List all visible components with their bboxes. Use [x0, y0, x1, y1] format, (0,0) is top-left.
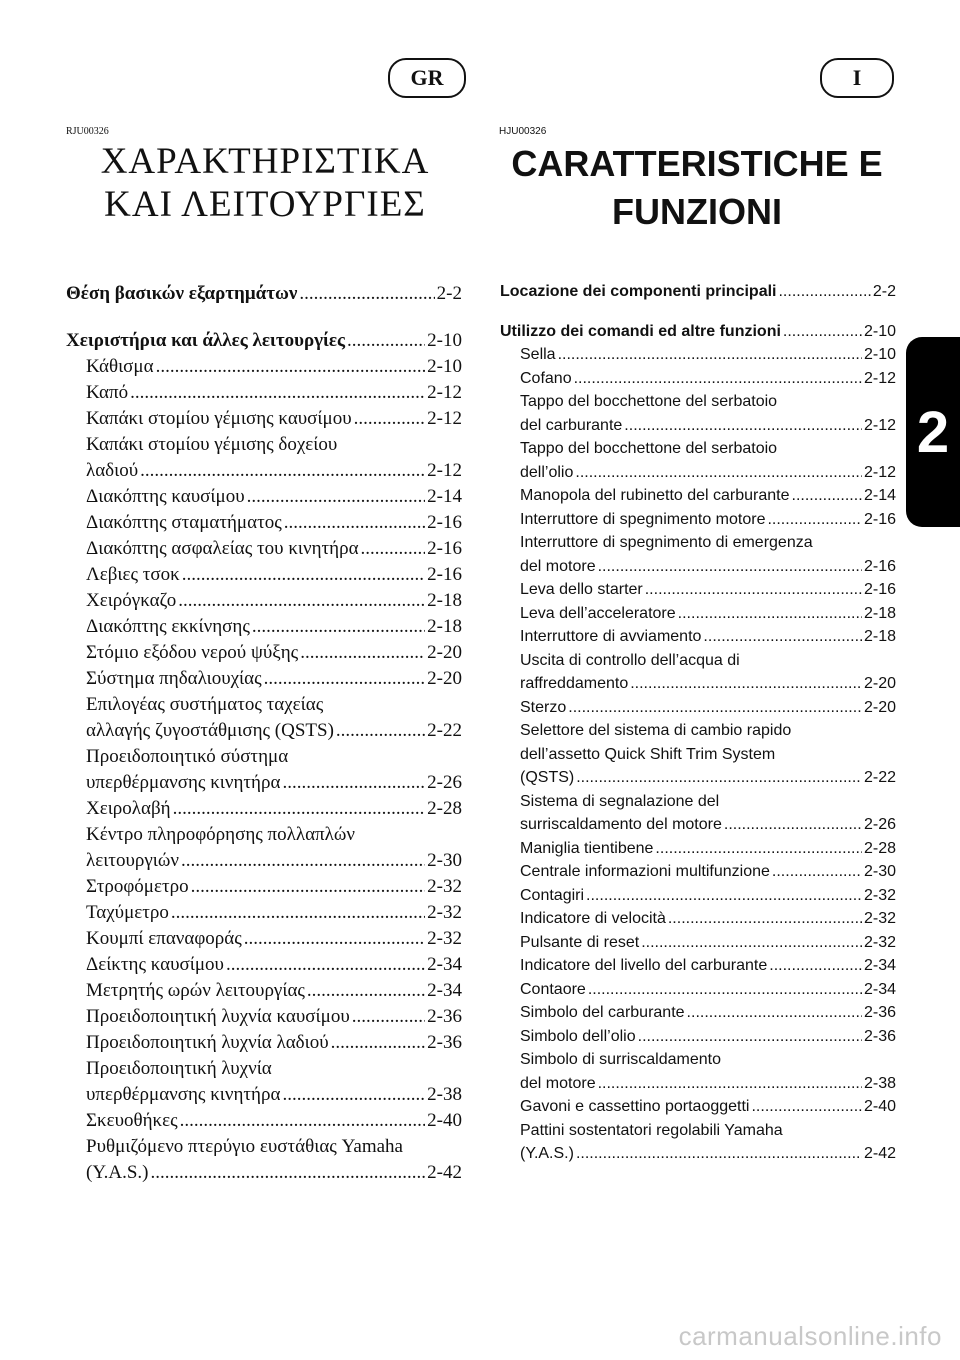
toc-leader-dots — [767, 511, 862, 529]
toc-entry-title: Χειριστήρια και άλλες λειτουργίες — [66, 330, 346, 351]
toc-entry-page: 2-42 — [427, 1162, 462, 1183]
toc-entry-title: Επιλογέας συστήματος ταχείας — [86, 694, 324, 715]
toc-entry-title: Gavoni e cassettino portaoggetti — [520, 1098, 750, 1115]
toc-entry-page: 2-28 — [427, 798, 462, 819]
toc-leader-dots — [300, 642, 425, 664]
toc-leader-dots — [641, 934, 862, 952]
toc-entry-page: 2-16 — [863, 581, 896, 598]
toc-entry-title: Leva dello starter — [520, 581, 643, 598]
toc-entry-page: 2-34 — [863, 980, 896, 998]
toc-entry-title: λαδιού — [86, 460, 139, 481]
toc-leader-dots — [191, 876, 426, 898]
toc-entry-title: Interruttore di avviamento — [520, 628, 702, 645]
toc-leader-dots — [284, 512, 425, 534]
toc-entry — [66, 772, 462, 798]
toc-entry — [500, 581, 896, 605]
toc-entry-page: 2-12 — [863, 463, 896, 481]
toc-entry-title: Στόμιο εξόδου νερού ψύξης — [86, 642, 299, 663]
toc-leader-dots — [751, 1098, 861, 1116]
toc-entry — [500, 887, 896, 911]
chapter-tab: 2 — [906, 337, 960, 527]
toc-entry — [500, 605, 896, 629]
toc-entry — [66, 330, 462, 356]
toc-leader-dots — [576, 769, 862, 787]
toc-leader-dots — [778, 283, 870, 301]
toc-entry — [500, 840, 896, 864]
toc-entry — [66, 1136, 462, 1162]
toc-entry — [66, 1058, 462, 1084]
toc-entry — [500, 346, 896, 370]
toc-entry-title: Sistema di segnalazione del — [520, 792, 720, 810]
toc-entry-page: 2-38 — [427, 1084, 462, 1105]
toc-entry — [500, 417, 896, 441]
toc-entry — [66, 954, 462, 980]
toc-entry-title: αλλαγής ζυγοστάθμισης (QSTS) — [86, 720, 334, 741]
toc-entry-title: Sella — [520, 346, 556, 363]
toc-entry-page: 2-2 — [436, 283, 462, 304]
toc-leader-dots — [252, 616, 425, 638]
toc-entry — [500, 769, 896, 793]
toc-entry — [500, 722, 896, 746]
toc-entry — [500, 1028, 896, 1052]
toc-entry — [500, 652, 896, 676]
toc-entry — [66, 902, 462, 928]
toc-entry-page: 2-32 — [427, 928, 462, 949]
toc-entry-title: Sterzo — [520, 698, 567, 716]
toc-leader-dots — [282, 1084, 425, 1106]
toc-entry — [66, 980, 462, 1006]
toc-entry-title: Tappo del bocchettone del serbatoio — [520, 440, 778, 457]
toc-entry-page: 2-32 — [427, 876, 462, 897]
toc-entry — [500, 746, 896, 770]
toc-entry-title: Προειδοποιητική λυχνία λαδιού — [86, 1032, 329, 1053]
toc-entry-title: Maniglia tientibene — [520, 839, 654, 857]
toc-entry-page: 2-36 — [427, 1032, 462, 1053]
toc-entry-title: Contaore — [520, 980, 586, 998]
toc-leader-dots — [558, 346, 862, 364]
toc-leader-dots — [180, 1110, 426, 1132]
toc-entry-page: 2-36 — [863, 1004, 896, 1021]
toc-entry-title: Καπάκι στομίου γέμισης καυσίμου — [86, 408, 352, 429]
chapter-title-gr-line1: ΧΑΡΑΚΤΗΡΙΣΤΙΚΑ — [100, 141, 430, 182]
toc-entry-title: Δείκτης καυσίμου — [86, 954, 224, 975]
language-badge-gr: GR — [388, 58, 466, 98]
toc-entry-title: del carburante — [520, 416, 623, 434]
toc-entry-title: Cofano — [520, 369, 572, 387]
toc-entry-page: 2-12 — [863, 369, 896, 387]
toc-entry — [66, 850, 462, 876]
toc-entry-title: surriscaldamento del motore — [520, 816, 722, 833]
toc-entry-title: Manopola del rubinetto del carburante — [520, 487, 790, 504]
toc-entry-page: 2-36 — [863, 1027, 896, 1045]
toc-entry-title: λειτουργιών — [86, 850, 179, 871]
toc-entry-title: Προειδοποιητική λυχνία — [86, 1058, 272, 1079]
toc-entry — [66, 876, 462, 902]
toc-entry-page: 2-32 — [863, 910, 896, 927]
toc-entry-page: 2-26 — [427, 772, 462, 793]
toc-entry — [66, 1110, 462, 1136]
toc-entry — [500, 1122, 896, 1146]
toc-leader-dots — [568, 699, 862, 717]
toc-entry — [500, 464, 896, 488]
toc-leader-dots — [299, 283, 434, 305]
toc-entry-page: 2-16 — [427, 564, 462, 585]
toc-entry-page: 2-2 — [872, 283, 896, 300]
toc-entry-page: 2-26 — [863, 816, 896, 833]
toc-entry-title: Simbolo dell’olio — [520, 1027, 636, 1045]
toc-entry-page: 2-20 — [863, 675, 896, 692]
table-of-contents-it — [500, 283, 896, 1169]
toc-entry — [500, 1004, 896, 1028]
toc-entry — [66, 798, 462, 824]
toc-entry-title: (QSTS) — [520, 769, 575, 786]
toc-entry — [66, 590, 462, 616]
toc-entry — [500, 323, 896, 347]
toc-entry-page: 2-14 — [427, 486, 462, 507]
toc-leader-dots — [347, 330, 425, 352]
toc-entry-title: Pulsante di reset — [520, 933, 640, 951]
toc-entry-page: 2-22 — [427, 720, 462, 741]
toc-entry-title: Simbolo del carburante — [520, 1004, 685, 1021]
toc-leader-dots — [336, 720, 425, 742]
toc-entry-page: 2-32 — [863, 933, 896, 951]
toc-leader-dots — [687, 1004, 862, 1022]
toc-leader-dots — [668, 910, 862, 928]
toc-entry-page: 2-18 — [427, 590, 462, 611]
toc-entry-title: Interruttore di spegnimento motore — [520, 510, 766, 528]
toc-entry-page: 2-20 — [427, 642, 462, 663]
toc-entry — [66, 512, 462, 538]
toc-entry — [66, 1162, 462, 1188]
toc-entry-title: Διακόπτης εκκίνησης — [86, 616, 250, 637]
toc-entry-page: 2-14 — [863, 487, 896, 504]
toc-entry — [66, 538, 462, 564]
toc-entry-page: 2-36 — [427, 1006, 462, 1027]
toc-entry-title: dell’assetto Quick Shift Trim System — [520, 745, 776, 763]
toc-leader-dots — [307, 980, 425, 1002]
toc-entry — [500, 793, 896, 817]
toc-entry-title: Ταχύμετρο — [86, 902, 169, 923]
toc-entry — [500, 558, 896, 582]
toc-entry-page: 2-34 — [863, 957, 896, 974]
toc-entry-title: Κάθισμα — [86, 356, 154, 377]
toc-leader-dots — [352, 1006, 425, 1028]
toc-entry — [66, 1084, 462, 1110]
toc-entry-title: Tappo del bocchettone del serbatoio — [520, 393, 778, 410]
toc-leader-dots — [724, 816, 862, 834]
toc-entry-page: 2-18 — [863, 628, 896, 645]
toc-leader-dots — [182, 564, 425, 586]
toc-leader-dots — [769, 957, 862, 975]
toc-entry-page: 2-16 — [427, 538, 462, 559]
toc-entry — [66, 720, 462, 746]
toc-entry-title: Στροφόμετρο — [86, 876, 189, 897]
toc-entry — [66, 1006, 462, 1032]
toc-entry-title: Ρυθμιζόμενο πτερύγιο ευστάθιας Yamaha — [86, 1136, 403, 1157]
toc-entry — [500, 981, 896, 1005]
toc-leader-dots — [171, 902, 425, 924]
toc-entry — [66, 283, 462, 309]
toc-entry — [500, 957, 896, 981]
section-code-it: HJU00326 — [499, 126, 547, 137]
toc-entry — [66, 1032, 462, 1058]
toc-entry — [500, 511, 896, 535]
toc-leader-dots — [354, 408, 426, 430]
toc-entry-title: Καπό — [86, 382, 129, 403]
toc-entry-page: 2-12 — [427, 408, 462, 429]
toc-entry-page: 2-38 — [863, 1074, 896, 1092]
toc-entry — [500, 1075, 896, 1099]
toc-leader-dots — [655, 840, 862, 858]
chapter-title-it-line2: FUNZIONI — [612, 191, 782, 232]
toc-entry — [500, 699, 896, 723]
toc-entry — [66, 668, 462, 694]
toc-entry-title: Κέντρο πληροφόρησης πολλαπλών — [86, 824, 355, 845]
toc-leader-dots — [703, 628, 862, 646]
toc-leader-dots — [772, 863, 862, 881]
toc-entry-page: 2-20 — [863, 698, 896, 716]
toc-leader-dots — [598, 558, 862, 576]
toc-entry-title: Διακόπτης καυσίμου — [86, 486, 245, 507]
toc-entry-title: Διακόπτης σταματήματος — [86, 512, 282, 533]
toc-entry-title: Selettore del sistema di cambio rapido — [520, 722, 792, 739]
language-badge-it: I — [820, 58, 894, 98]
toc-entry-page: 2-22 — [863, 769, 896, 786]
toc-leader-dots — [575, 464, 862, 482]
toc-entry — [500, 440, 896, 464]
toc-leader-dots — [586, 887, 862, 905]
toc-leader-dots — [792, 487, 862, 505]
toc-entry — [66, 486, 462, 512]
toc-leader-dots — [226, 954, 425, 976]
toc-entry — [66, 408, 462, 434]
watermark: carmanualsonline.info — [678, 1321, 942, 1351]
toc-leader-dots — [638, 1028, 862, 1046]
toc-entry-title: Indicatore di velocità — [520, 910, 666, 927]
toc-leader-dots — [645, 581, 862, 599]
toc-entry — [500, 393, 896, 417]
toc-leader-dots — [181, 850, 425, 872]
toc-leader-dots — [173, 798, 426, 820]
toc-leader-dots — [588, 981, 862, 999]
toc-entry-title: Σύστημα πηδαλιουχίας — [86, 668, 262, 689]
toc-entry-page: 2-16 — [863, 557, 896, 575]
toc-entry — [66, 460, 462, 486]
toc-entry-title: Centrale informazioni multifunzione — [520, 863, 770, 880]
toc-entry-page: 2-30 — [863, 863, 896, 880]
toc-entry — [500, 863, 896, 887]
toc-entry — [500, 628, 896, 652]
toc-entry-page: 2-34 — [427, 980, 462, 1001]
toc-entry-title: Κουμπί επαναφοράς — [86, 928, 242, 949]
toc-entry — [66, 694, 462, 720]
toc-entry-title: Χειρολαβή — [86, 798, 171, 819]
toc-entry-page: 2-32 — [863, 886, 896, 904]
toc-entry — [500, 1098, 896, 1122]
toc-entry-page: 2-10 — [427, 330, 462, 351]
toc-entry-page: 2-16 — [427, 512, 462, 533]
toc-entry-title: Simbolo di surriscaldamento — [520, 1051, 721, 1068]
toc-leader-dots — [150, 1162, 425, 1184]
toc-entry-page: 2-16 — [863, 510, 896, 528]
toc-entry-title: Locazione dei componenti principali — [500, 283, 777, 300]
toc-entry-page: 2-10 — [863, 346, 896, 363]
toc-entry-title: Leva dell’acceleratore — [520, 604, 676, 622]
toc-entry-page: 2-28 — [863, 839, 896, 857]
toc-entry-page: 2-10 — [863, 322, 896, 340]
toc-entry — [500, 816, 896, 840]
toc-entry-title: υπερθέρμανσης κινητήρα — [86, 772, 281, 793]
toc-entry-page: 2-34 — [427, 954, 462, 975]
toc-entry — [500, 370, 896, 394]
toc-entry-title: Contagiri — [520, 886, 585, 904]
toc-entry — [66, 356, 462, 382]
toc-entry-page: 2-12 — [427, 460, 462, 481]
toc-leader-dots — [130, 382, 425, 404]
toc-leader-dots — [282, 772, 425, 794]
toc-leader-dots — [783, 323, 862, 341]
toc-entry — [66, 382, 462, 408]
toc-leader-dots — [178, 590, 425, 612]
toc-entry-title: Indicatore del livello del carburante — [520, 957, 768, 974]
toc-leader-dots — [624, 417, 862, 435]
toc-entry-title: dell’olio — [520, 463, 574, 481]
toc-entry-title: (Y.A.S.) — [86, 1162, 149, 1183]
toc-entry-title: Σκευοθήκες — [86, 1110, 178, 1131]
toc-entry — [66, 642, 462, 668]
toc-leader-dots — [140, 460, 425, 482]
toc-entry-page: 2-40 — [863, 1098, 896, 1115]
toc-entry-title: Διακόπτης ασφαλείας του κινητήρα — [86, 538, 359, 559]
section-code-gr: RJU00326 — [66, 126, 109, 137]
toc-leader-dots — [630, 675, 862, 693]
toc-leader-dots — [576, 1145, 862, 1163]
toc-entry-title: Pattini sostentatori regolabili Yamaha — [520, 1121, 783, 1139]
toc-leader-dots — [678, 605, 862, 623]
toc-entry — [66, 564, 462, 590]
toc-leader-dots — [361, 538, 426, 560]
toc-entry-page: 2-10 — [427, 356, 462, 377]
toc-entry-title: Λεβιες τσοκ — [86, 564, 180, 585]
toc-entry — [500, 934, 896, 958]
toc-entry-title: Καπάκι στομίου γέμισης δοχείου — [86, 434, 338, 455]
toc-entry-title: υπερθέρμανσης κινητήρα — [86, 1084, 281, 1105]
chapter-title-gr — [60, 140, 470, 226]
toc-entry — [500, 283, 896, 307]
toc-entry — [66, 434, 462, 460]
toc-entry-title: Utilizzo dei comandi ed altre funzioni — [500, 322, 781, 340]
toc-entry-page: 2-18 — [427, 616, 462, 637]
toc-entry — [66, 824, 462, 850]
chapter-title-it-line1: CARATTERISTICHE E — [511, 143, 883, 184]
toc-entry-page: 2-18 — [863, 604, 896, 622]
toc-entry-page: 2-30 — [427, 850, 462, 871]
toc-leader-dots — [247, 486, 426, 508]
toc-entry — [500, 487, 896, 511]
toc-entry — [500, 910, 896, 934]
toc-entry — [500, 534, 896, 558]
toc-leader-dots — [264, 668, 426, 690]
toc-entry-title: Interruttore di spegnimento di emergenza — [520, 534, 813, 551]
toc-entry — [66, 928, 462, 954]
toc-entry-title: raffreddamento — [520, 675, 629, 692]
toc-entry-title: (Y.A.S.) — [520, 1145, 574, 1162]
chapter-title-gr-line2: ΚΑΙ ΛΕΙΤΟΥΡΓΙΕΣ — [104, 184, 426, 225]
toc-entry-title: Μετρητής ωρών λειτουργίας — [86, 980, 305, 1001]
toc-entry-title: Προειδοποιητική λυχνία καυσίμου — [86, 1006, 350, 1027]
toc-entry-title: del motore — [520, 557, 596, 575]
toc-entry-page: 2-40 — [427, 1110, 462, 1131]
toc-leader-dots — [574, 370, 862, 388]
toc-entry-title: Θέση βασικών εξαρτημάτων — [66, 283, 298, 304]
toc-entry — [500, 675, 896, 699]
toc-entry — [500, 1051, 896, 1075]
toc-entry-title: Uscita di controllo dell’acqua di — [520, 651, 740, 669]
table-of-contents-gr — [66, 283, 462, 1188]
toc-entry-page: 2-32 — [427, 902, 462, 923]
toc-entry-page: 2-42 — [863, 1145, 896, 1162]
toc-entry — [66, 746, 462, 772]
chapter-title-it — [492, 140, 902, 236]
toc-entry-title: del motore — [520, 1074, 596, 1092]
toc-entry-page: 2-12 — [863, 416, 896, 434]
toc-entry-title: Προειδοποιητικό σύστημα — [86, 746, 289, 767]
toc-leader-dots — [156, 356, 426, 378]
toc-entry-title: Χειρόγκαζο — [86, 590, 177, 611]
toc-entry-page: 2-20 — [427, 668, 462, 689]
toc-leader-dots — [244, 928, 425, 950]
toc-leader-dots — [331, 1032, 426, 1054]
toc-entry-page: 2-12 — [427, 382, 462, 403]
toc-leader-dots — [598, 1075, 862, 1093]
toc-entry — [66, 616, 462, 642]
toc-entry — [500, 1145, 896, 1169]
